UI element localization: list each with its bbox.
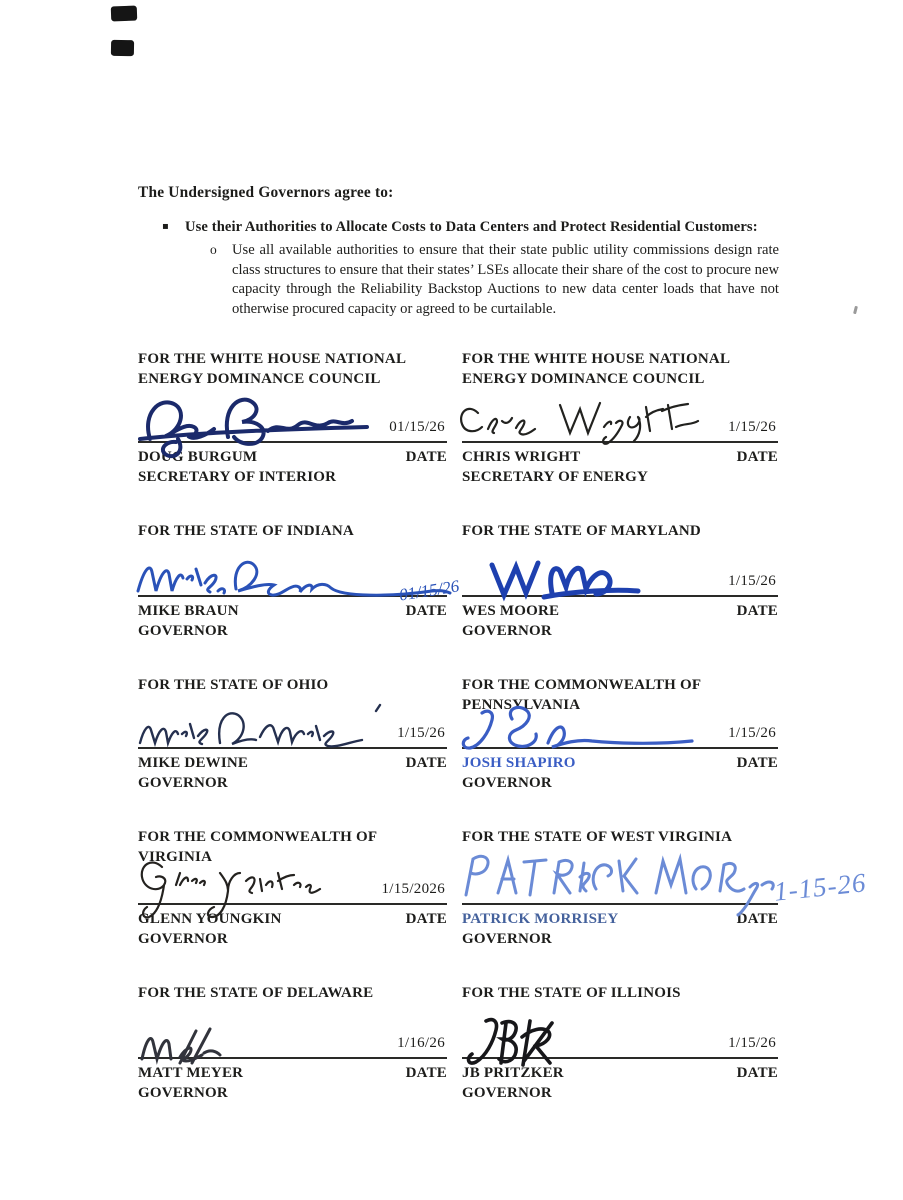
sub-bullet-text: Use all available authorities to ensure that their state public utility commissions design rate class structures to ensure that their states’ LSEs allocate their share of the cost to procure new capacity through the Reliability Backstop Auctions to new data center loads that have not otherwise procured capacity or agreed to be curtailable. (232, 242, 779, 317)
signer-name: DOUG BURGUM (138, 449, 258, 465)
signer-title: GOVERNOR (462, 775, 552, 791)
date-value: 01/15/26 (389, 419, 445, 435)
handwritten-date: 1-15-26 (772, 867, 868, 907)
signature-line (462, 1003, 778, 1059)
signer-title: GOVERNOR (138, 931, 228, 947)
bullet-text: Use their Authorities to Allocate Costs to Data Centers and Protect Residential Customers: (185, 219, 758, 235)
signature-line (138, 541, 461, 605)
signature-line (138, 867, 447, 905)
signature-heading: FOR THE WHITE HOUSE NATIONAL ENERGY DOMINANCE COUNCIL (462, 351, 730, 387)
document-content (138, 184, 868, 1103)
date-label: DATE (405, 1065, 447, 1081)
date-label: DATE (405, 911, 447, 927)
signature-jb-pritzker (456, 1011, 596, 1081)
date-value: 1/15/26 (728, 573, 776, 589)
date-value: 1/15/26 (728, 419, 776, 435)
signature-josh-shapiro (456, 701, 746, 759)
signer-title: SECRETARY OF INTERIOR (138, 469, 337, 485)
date-value: 1/15/26 (728, 725, 776, 741)
signature-block-doug-burgum (138, 349, 447, 487)
date-value: 1/16/26 (397, 1035, 445, 1051)
signer-name: WES MOORE (462, 603, 560, 619)
signature-block-patrick-morrisey (462, 827, 868, 949)
signer-title: SECRETARY OF ENERGY (462, 469, 649, 485)
signature-patrick-morrisey (456, 847, 786, 927)
signer-title: GOVERNOR (462, 623, 552, 639)
date-value: 1/15/2026 (381, 881, 445, 897)
signature-grid (138, 349, 868, 1103)
signer-name: CHRIS WRIGHT (462, 449, 581, 465)
signature-line (462, 389, 778, 443)
sub-bullet-item (138, 241, 779, 319)
signature-heading: FOR THE WHITE HOUSE NATIONAL ENERGY DOMINANCE COUNCIL (138, 351, 406, 387)
signature-line (462, 847, 868, 907)
signer-name: MATT MEYER (138, 1065, 244, 1081)
signer-title: GOVERNOR (462, 931, 552, 947)
scan-artifact (111, 6, 138, 22)
signature-line (138, 389, 447, 443)
date-label: DATE (736, 1065, 778, 1081)
signature-line (462, 541, 778, 597)
date-value: 1/15/26 (728, 1035, 776, 1051)
signature-heading: FOR THE STATE OF OHIO (138, 677, 329, 693)
signature-block-wes-moore (462, 521, 778, 641)
signature-line (138, 695, 447, 749)
signer-name: JOSH SHAPIRO (462, 755, 576, 771)
signature-doug-burgum (132, 389, 382, 465)
signer-title: GOVERNOR (138, 775, 228, 791)
signature-block-jb-pritzker (462, 983, 778, 1103)
circle-bullet-icon: o (210, 242, 217, 257)
handwritten-date: 01/15/26 (397, 576, 461, 605)
signature-mike-dewine (132, 701, 402, 759)
signature-heading: FOR THE STATE OF MARYLAND (462, 523, 701, 539)
intro-heading: The Undersigned Governors agree to: (138, 184, 394, 201)
scan-artifact (853, 306, 858, 314)
date-label: DATE (736, 755, 778, 771)
signer-name: MIKE DEWINE (138, 755, 249, 771)
signer-title: GOVERNOR (138, 623, 228, 639)
signer-title: GOVERNOR (462, 1085, 552, 1101)
signature-block-mike-braun (138, 521, 461, 641)
signature-heading: FOR THE COMMONWEALTH OF VIRGINIA (138, 829, 377, 865)
date-label: DATE (405, 755, 447, 771)
signature-heading: FOR THE STATE OF INDIANA (138, 523, 354, 539)
signature-line (138, 1003, 447, 1059)
signature-block-mike-dewine (138, 675, 447, 793)
square-bullet-icon: ▪ (162, 221, 169, 232)
signer-name: GLENN YOUNGKIN (138, 911, 282, 927)
signature-wes-moore (480, 549, 690, 607)
bullet-item (138, 218, 779, 237)
date-label: DATE (736, 911, 778, 927)
signature-glenn-youngkin (132, 849, 372, 927)
signature-line (462, 715, 778, 749)
date-label: DATE (405, 603, 447, 619)
date-label: DATE (405, 449, 447, 465)
signature-block-chris-wright (462, 349, 778, 487)
signer-title: GOVERNOR (138, 1085, 228, 1101)
signer-name: JB PRITZKER (462, 1065, 564, 1081)
signer-name: PATRICK MORRISEY (462, 911, 619, 927)
date-label: DATE (736, 603, 778, 619)
date-value: 1/15/26 (397, 725, 445, 741)
date-label: DATE (736, 449, 778, 465)
signature-block-glenn-youngkin (138, 827, 447, 949)
signer-name: MIKE BRAUN (138, 603, 239, 619)
signature-block-josh-shapiro (462, 675, 778, 793)
signature-block-matt-meyer (138, 983, 447, 1103)
signature-matt-meyer (132, 1015, 262, 1069)
signature-heading: FOR THE COMMONWEALTH OF PENNSYLVANIA (462, 677, 701, 713)
scan-artifact (111, 40, 134, 56)
signature-heading: FOR THE STATE OF DELAWARE (138, 985, 374, 1001)
signature-heading: FOR THE STATE OF WEST VIRGINIA (462, 829, 733, 845)
signature-heading: FOR THE STATE OF ILLINOIS (462, 985, 681, 1001)
signature-chris-wright (456, 391, 706, 453)
